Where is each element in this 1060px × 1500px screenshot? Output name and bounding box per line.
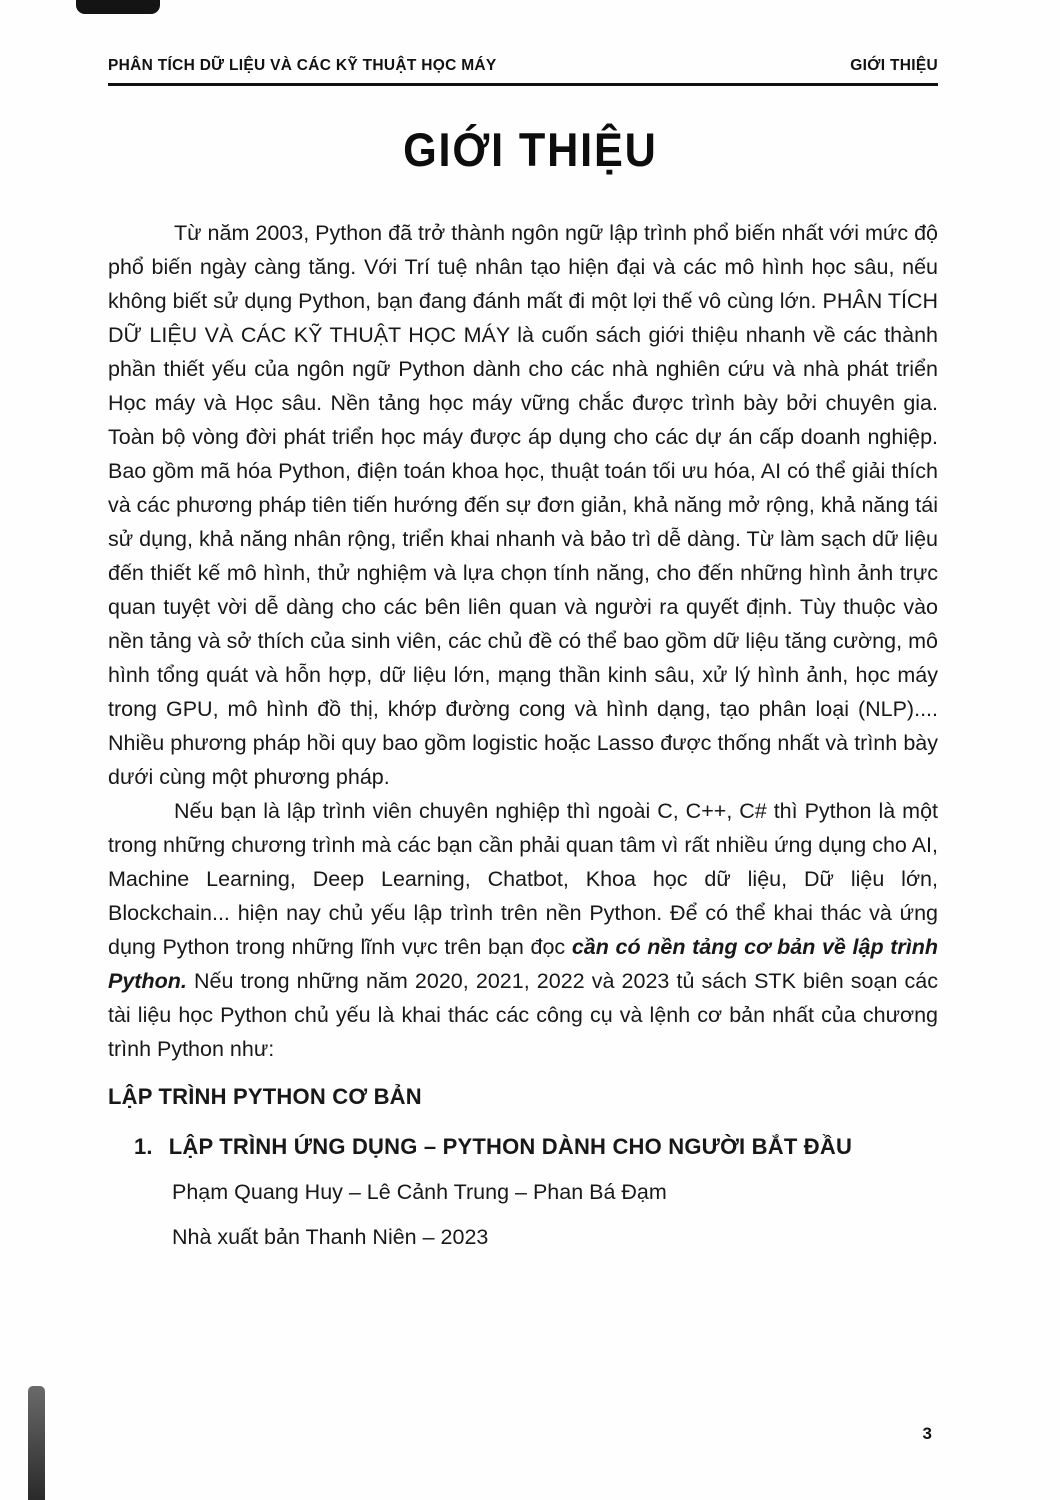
paragraph-2 <box>108 794 938 1066</box>
book-number: 1. <box>134 1134 153 1159</box>
book-list-item <box>108 1130 938 1254</box>
paragraph-2-post: Nếu trong những năm 2020, 2021, 2022 và 2023 tủ sách STK biên soạn các tài liệu học Python chủ yếu là khai thác các công cụ và lệnh cơ bản nhất của chương trình Python như: <box>108 969 938 1061</box>
running-header <box>108 57 938 75</box>
scan-artifact-top <box>76 0 160 14</box>
book-publisher: Nhà xuất bản Thanh Niên – 2023 <box>172 1225 489 1249</box>
page-title <box>0 122 1060 177</box>
body-text-column <box>108 216 938 1254</box>
book-title: LẬP TRÌNH ỨNG DỤNG – PYTHON DÀNH CHO NGƯỜI BẮT ĐẦU <box>168 1134 853 1159</box>
page-title-text: GIỚI THIỆU <box>402 123 658 176</box>
book-authors: Phạm Quang Huy – Lê Cảnh Trung – Phan Bá Đạm <box>172 1180 667 1204</box>
running-header-left: PHÂN TÍCH DỮ LIỆU VÀ CÁC KỸ THUẬT HỌC MÁY <box>108 57 497 74</box>
paragraph-1: Từ năm 2003, Python đã trở thành ngôn ngữ lập trình phổ biến nhất với mức độ phổ biến ngày càng tăng. Với Trí tuệ nhân tạo hiện đại và các mô hình học sâu, nếu không biết sử dụng Python, bạn đang đánh mất đi một lợi thế vô cùng lớn. PHÂN TÍCH DỮ LIỆU VÀ CÁC KỸ THUẬT HỌC MÁY là cuốn sách giới thiệu nhanh về các thành phần thiết yếu của ngôn ngữ Python dành cho các nhà nghiên cứu và nhà phát triển Học máy và Học sâu. Nền tảng học máy vững chắc được trình bày bởi chuyên gia. Toàn bộ vòng đời phát triển học máy được áp dụng cho các dự án cấp doanh nghiệp. Bao gồm mã hóa Python, điện toán khoa học, thuật toán tối ưu hóa, AI có thể giải thích và các phương pháp tiên tiến hướng đến sự đơn giản, khả năng mở rộng, khả năng tái sử dụng, khả năng nhân rộng, triển khai nhanh và bảo trì dễ dàng. Từ làm sạch dữ liệu đến thiết kế mô hình, thử nghiệm và lựa chọn tính năng, cho đến những hình ảnh trực quan tuyệt vời dễ dàng cho các bên liên quan và người ra quyết định. Tùy thuộc vào nền tảng và sở thích của sinh viên, các chủ đề có thể bao gồm dữ liệu tăng cường, mô hình tổng quát và hỗn hợp, dữ liệu lớn, mạng thần kinh sâu, xử lý hình ảnh, học máy trong GPU, mô hình đồ thị, khớp đường cong và hình dạng, tạo phân loại (NLP).... Nhiều phương pháp hồi quy bao gồm logistic hoặc Lasso được thống nhất và trình bày dưới cùng một phương pháp. <box>108 221 938 789</box>
paragraph-2-emphasis: cần có nền tảng cơ bản về lập trình Python. <box>108 935 938 993</box>
running-header-right: GIỚI THIỆU <box>850 57 938 74</box>
scan-artifact-left-edge <box>28 1386 45 1500</box>
section-heading: LẬP TRÌNH PYTHON CƠ BẢN <box>108 1084 422 1109</box>
book-title-row <box>108 1130 938 1164</box>
page-number: 3 <box>922 1424 932 1443</box>
header-rule <box>108 83 938 86</box>
paragraph-2-pre: Nếu bạn là lập trình viên chuyên nghiệp thì ngoài C, C++, C# thì Python là một trong những chương trình mà các bạn cần phải quan tâm vì rất nhiều ứng dụng cho AI, Machine Learning, Deep Learning, Chatbot, Khoa học dữ liệu, Dữ liệu lớn, Blockchain... hiện nay chủ yếu lập trình trên nền Python. Để có thể khai thác và ứng dụng Python trong những lĩnh vực trên bạn đọc <box>108 799 938 959</box>
